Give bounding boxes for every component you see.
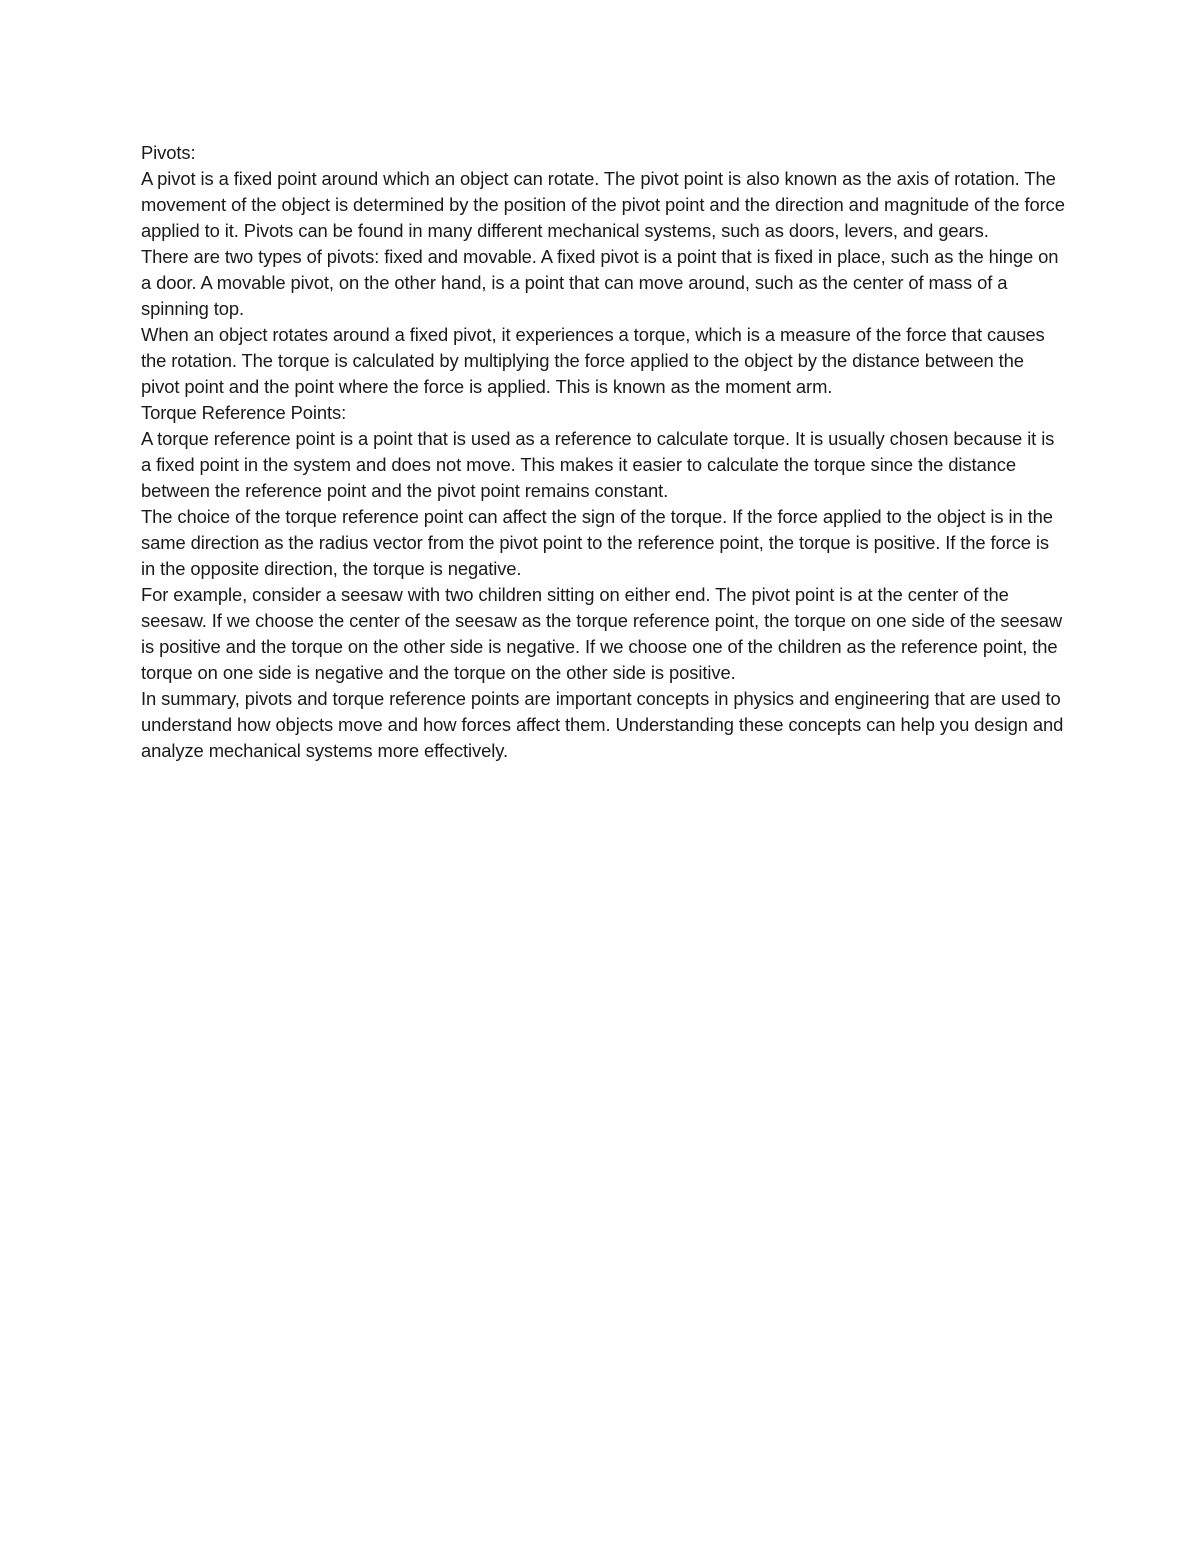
paragraph-reference-point-definition: A torque reference point is a point that is used as a reference to calculate torque. It is usually chosen because it is a fixed point in the system and does not move. This makes it easier to calculate the torque since the distance between the reference point and the pivot point remains constant. [141, 428, 1055, 501]
heading-pivots: Pivots: [141, 142, 196, 163]
heading-torque-reference-points: Torque Reference Points: [141, 402, 347, 423]
document-page [141, 140, 1066, 764]
paragraph-seesaw-example: For example, consider a seesaw with two children sitting on either end. The pivot point is at the center of the seesaw. If we choose the center of the seesaw as the torque reference point, the torque on one side of the seesaw is positive and the torque on the other side is negative. If we choose one of the children as the reference point, the torque on one side is negative and the torque on the other side is positive. [141, 584, 1063, 683]
paragraph-pivot-definition: A pivot is a fixed point around which an object can rotate. The pivot point is also known as the axis of rotation. The movement of the object is determined by the position of the pivot point and the direction and magnitude of the force applied to it. Pivots can be found in many different mechanical systems, such as doors, levers, and gears. [141, 168, 1065, 241]
paragraph-torque-sign: The choice of the torque reference point can affect the sign of the torque. If the force applied to the object is in the same direction as the radius vector from the pivot point to the reference point, the torque is positive. If the force is in the opposite direction, the torque is negative. [141, 506, 1053, 579]
paragraph-pivot-types: There are two types of pivots: fixed and movable. A fixed pivot is a point that is fixed in place, such as the hinge on a door. A movable pivot, on the other hand, is a point that can move around, such as the center of mass of a spinning top. [141, 246, 1059, 319]
paragraph-torque: When an object rotates around a fixed pivot, it experiences a torque, which is a measure of the force that causes the rotation. The torque is calculated by multiplying the force applied to the object by the distance between the pivot point and the point where the force is applied. This is known as the moment arm. [141, 324, 1045, 397]
paragraph-summary: In summary, pivots and torque reference points are important concepts in physics and engineering that are used to understand how objects move and how forces affect them. Understanding these concepts can help you design and analyze mechanical systems more effectively. [141, 688, 1064, 761]
